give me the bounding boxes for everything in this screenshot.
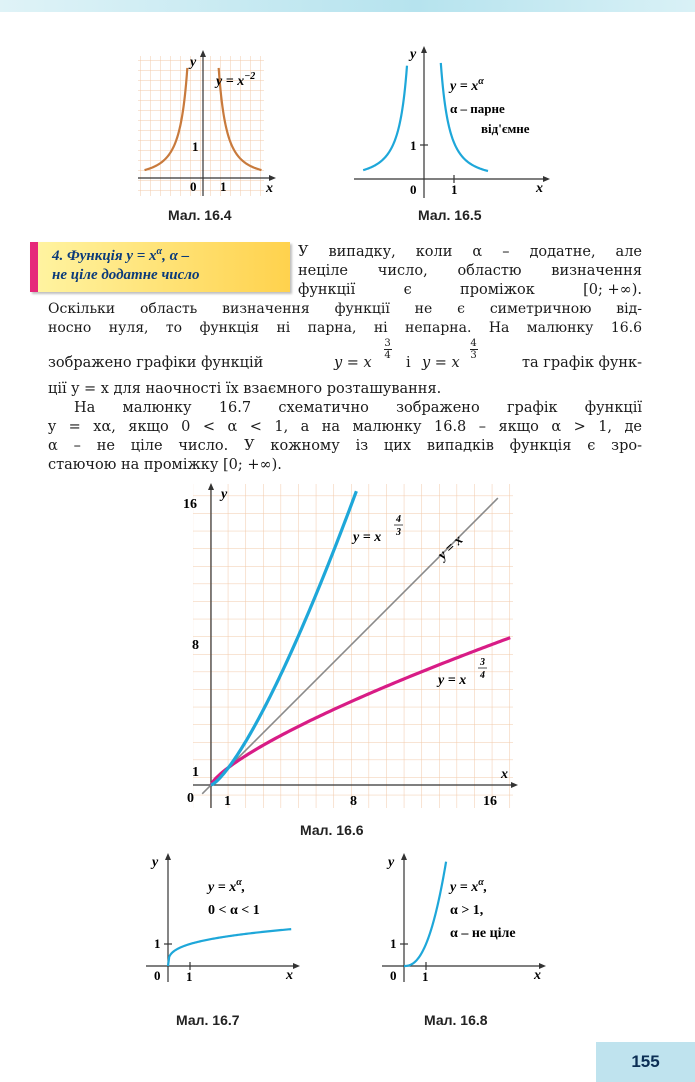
tick-origin-16-5: 0	[410, 182, 417, 197]
tick-x1-16-5: 1	[451, 182, 458, 197]
top-decorative-band	[0, 0, 695, 12]
text-line-3-word-1: функції	[298, 282, 356, 298]
caption-16-8: Мал. 16.8	[424, 1012, 488, 1028]
tick-y1-16-7: 1	[154, 936, 161, 951]
tick-origin-16-4: 0	[190, 179, 197, 194]
exp-fraction-43: 4 3	[470, 338, 477, 361]
figure-16-6	[175, 478, 520, 813]
y-label-16-5: y	[410, 47, 417, 62]
formula-x34: y = x	[334, 355, 372, 371]
text-line-2: неціле число, областю визначення	[298, 263, 642, 279]
x-label-16-8: x	[534, 968, 541, 983]
label-34-num: 3	[480, 657, 485, 668]
text-line-10: α – не ціле число. У кожному із цих випадків функція є зро-	[48, 438, 642, 454]
text-line-11: стаючою на проміжку [0; +∞).	[48, 457, 282, 473]
figure-16-4	[130, 50, 280, 200]
curve-even-neg-left	[363, 66, 407, 170]
formula-x43: y = x	[422, 355, 460, 371]
text-line-6-and: і	[406, 355, 411, 371]
x-tick-1: 1	[224, 794, 231, 809]
y-label-16-4: y	[190, 55, 197, 70]
y-tick-16: 16	[183, 497, 197, 512]
formula-16-4: $y = x^{-2}$	[216, 71, 256, 89]
tick-y1-16-4: 1	[192, 139, 199, 154]
label-curve-3-4: y = x	[438, 673, 467, 688]
x-tick-16: 16	[483, 794, 497, 809]
text-line-6	[48, 338, 642, 382]
label-43-num: 4	[396, 514, 401, 525]
text-line-1: У випадку, коли α – додатне, але	[298, 244, 642, 260]
text-line-6-end: та графік функ-	[522, 355, 642, 371]
y-label-16-8: y	[388, 855, 395, 870]
figure-16-7	[140, 848, 310, 988]
condition-16-7: 0 < α < 1	[208, 903, 260, 918]
text-line-4: Оскільки область визначення функції не є симетричною від-	[48, 301, 642, 317]
y-label-16-6: y	[221, 487, 228, 502]
note-even-16-5: α – парне	[450, 101, 505, 116]
caption-16-4: Мал. 16.4	[168, 207, 232, 223]
y-tick-8: 8	[192, 638, 199, 653]
tick-x1-16-7: 1	[186, 969, 193, 984]
text-line-3-word-3: проміжок	[460, 282, 535, 298]
text-line-5: носно нуля, то функція ні парна, ні непарна. На малюнку 16.6	[48, 320, 642, 336]
condition-16-8: α > 1,	[450, 903, 484, 918]
x-label-16-6: x	[501, 767, 508, 782]
text-line-6-start: зображено графіки функцій	[48, 355, 264, 371]
exp-fraction-34: 3 4	[384, 338, 391, 361]
heading-line-1: 4. Функція $y = x^\alpha$, α –	[52, 246, 190, 264]
text-line-7: ції y = x для наочності їх взаємного розташування.	[48, 381, 442, 397]
tick-y1-16-5: 1	[410, 138, 417, 153]
tick-x1-16-4: 1	[220, 179, 227, 194]
figure-16-5	[350, 42, 560, 202]
section-heading	[30, 242, 290, 292]
caption-16-6: Мал. 16.6	[300, 822, 364, 838]
heading-line-2: не ціле додатне число	[52, 267, 200, 283]
tick-origin-16-8: 0	[390, 968, 397, 983]
tick-y1-16-8: 1	[390, 936, 397, 951]
text-line-3-word-2: є	[403, 282, 412, 298]
tick-origin-16-7: 0	[154, 968, 161, 983]
condition2-16-8: α – не ціле	[450, 926, 516, 941]
formula-16-5: $y = x^\alpha$	[450, 76, 484, 94]
label-line-yx: y = x	[435, 532, 467, 564]
tick-x1-16-8: 1	[422, 969, 429, 984]
note-negative-16-5: від'ємне	[481, 121, 530, 136]
text-line-3	[298, 281, 642, 300]
text-line-3-word-4: [0; +∞).	[583, 282, 642, 298]
formula-16-7: $y = x^\alpha$,	[208, 877, 246, 895]
x-tick-8: 8	[350, 794, 357, 809]
x-label-16-5: x	[536, 181, 543, 196]
label-curve-4-3: y = x	[353, 530, 382, 545]
formula-16-8: $y = x^\alpha$,	[450, 877, 488, 895]
text-line-9: y = xα, якщо 0 < α < 1, а на малюнку 16.8 – якщо α > 1, де	[48, 419, 642, 435]
x-label-16-7: x	[286, 968, 293, 983]
label-43-den: 3	[396, 527, 401, 538]
caption-16-5: Мал. 16.5	[418, 207, 482, 223]
curve-alpha-lt-1	[168, 929, 291, 966]
label-34-den: 4	[480, 670, 485, 681]
curve-alpha-gt-1	[404, 862, 446, 966]
y-tick-1: 1	[192, 765, 199, 780]
y-label-16-7: y	[152, 855, 159, 870]
page-number: 155	[596, 1042, 695, 1082]
origin-16-6: 0	[187, 791, 194, 806]
text-line-8: На малюнку 16.7 схематично зображено графік функції	[74, 400, 642, 416]
figure-16-8	[378, 848, 553, 988]
x-label-16-4: x	[266, 181, 273, 196]
caption-16-7: Мал. 16.7	[176, 1012, 240, 1028]
